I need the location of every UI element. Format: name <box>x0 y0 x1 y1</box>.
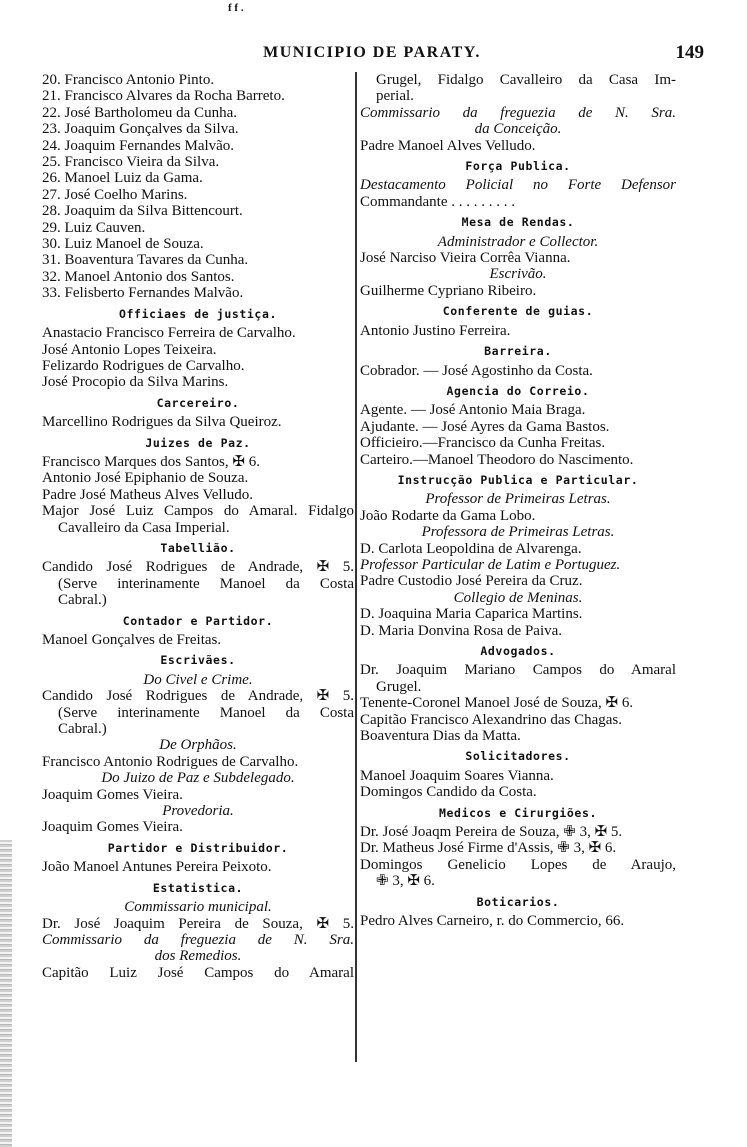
entry-line: Antonio Justino Ferreira. <box>360 322 511 339</box>
entry-line: Carteiro.—Manoel Theodoro do Nascimento. <box>360 451 634 468</box>
section-heading: Estatistica. <box>152 880 244 895</box>
section-heading: Officiaes de justiça. <box>119 306 277 321</box>
entry-line: Cobrador. — José Agostinho da Costa. <box>360 362 593 379</box>
subsection-heading: Commissario da freguezia de N. Sra. <box>360 104 676 121</box>
subsection-heading: Commissario municipal. <box>124 899 272 916</box>
subsection-heading: Commissario da freguezia de N. Sra. <box>42 931 354 948</box>
entry-line: 32. Manoel Antonio dos Santos. <box>42 268 235 285</box>
entry-line: Dr. Matheus José Firme d'Assis, ✙ 3, ✠ 6. <box>360 840 617 857</box>
entry-line: José Procopio da Silva Marins. <box>42 374 229 391</box>
entry-line: D. Carlota Leopoldina de Alvarenga. <box>360 540 582 557</box>
entry-line: 29. Luiz Cauven. <box>42 219 146 236</box>
section-heading: Conferente de guias. <box>442 304 594 319</box>
entry-line: Felizardo Rodrigues de Carvalho. <box>42 357 245 374</box>
entry-line: 26. Manoel Luiz da Gama. <box>42 170 203 187</box>
entry-line: 27. José Coelho Marins. <box>42 186 188 203</box>
subsection-heading: Destacamento Policial no Forte Defensor <box>360 177 676 194</box>
section-heading: Juizes de Paz. <box>145 435 251 450</box>
entry-line: Candido José Rodrigues de Andrade, ✠ 5. <box>42 688 354 705</box>
subsection-heading: dos Remedios. <box>154 948 242 965</box>
entry-line: (Serve interinamente Manoel da Costa <box>58 704 354 721</box>
entry-line: Pedro Alves Carneiro, r. do Commercio, 66. <box>360 913 625 930</box>
entry-line: 25. Francisco Vieira da Silva. <box>42 154 220 171</box>
entry-line: D. Joaquina Maria Caparica Martins. <box>360 606 583 623</box>
entry-line: 20. Francisco Antonio Pinto. <box>42 72 215 88</box>
entry-line: Cabral.) <box>58 721 107 738</box>
column-divider <box>355 72 357 1062</box>
entry-line: José Antonio Lopes Teixeira. <box>42 341 217 358</box>
section-heading: Boticarios. <box>476 894 560 909</box>
section-heading: Tabellião. <box>160 540 236 555</box>
entry-line: Antonio José Epiphanio de Souza. <box>42 470 249 487</box>
subsection-heading: Administrador e Collector. <box>437 233 599 250</box>
entry-line: perial. <box>376 88 414 105</box>
entry-line: Manoel Joaquim Soares Vianna. <box>360 767 554 784</box>
entry-line: (Serve interinamente Manoel da Costa <box>58 575 354 592</box>
subsection-heading: Professor de Primeiras Letras. <box>425 491 611 508</box>
entry-line: Agente. — José Antonio Maia Braga. <box>360 402 586 419</box>
entry-line: D. Maria Donvina Rosa de Paiva. <box>360 622 563 639</box>
entry-line: Ajudante. — José Ayres da Gama Bastos. <box>360 418 610 435</box>
section-heading: Escrivães. <box>160 653 236 668</box>
entry-line: Candido José Rodrigues de Andrade, ✠ 5. <box>42 559 354 576</box>
section-heading: Medicos e Cirurgiões. <box>439 805 597 820</box>
entry-line: Dr. Joaquim Mariano Campos do Amaral <box>360 662 676 679</box>
section-heading: Contador e Partidor. <box>122 613 274 628</box>
section-heading: Força Publica. <box>465 159 571 174</box>
entry-line: Cabral.) <box>58 592 107 609</box>
entry-line: Joaquim Gomes Vieira. <box>42 819 183 836</box>
entry-line: João Manoel Antunes Pereira Peixoto. <box>42 859 272 876</box>
entry-line: Dr. José Joaquim Pereira de Souza, ✠ 5. <box>42 915 354 932</box>
section-heading: Solicitadores. <box>465 749 571 764</box>
subsection-heading: Do Civel e Crime. <box>143 671 253 688</box>
entry-line: Boaventura Dias da Matta. <box>360 728 521 745</box>
entry-line: João Rodarte da Gama Lobo. <box>360 507 536 524</box>
entry-line: Cavalleiro da Casa Imperial. <box>58 519 230 536</box>
entry-line: 24. Joaquim Fernandes Malvão. <box>42 137 235 154</box>
entry-line: Domingos Candido da Costa. <box>360 784 537 801</box>
section-heading: Instrucção Publica e Particular. <box>397 472 639 487</box>
right-column <box>360 72 676 930</box>
section-heading: Partidor e Distribuidor. <box>107 840 289 855</box>
page-header <box>40 44 704 66</box>
entry-line: Capitão Luiz José Campos do Amaral <box>42 964 354 981</box>
printer-mark: f f . <box>228 2 244 14</box>
entry-line: ✙ 3, ✠ 6. <box>376 873 435 890</box>
page-number: 149 <box>675 42 704 63</box>
entry-line: Padre Manoel Alves Velludo. <box>360 137 536 154</box>
entry-line: Dr. José Joaqm Pereira de Souza, ✙ 3, ✠ 5. <box>360 824 623 841</box>
section-heading: Barreira. <box>484 344 552 359</box>
entry-line: 22. José Bartholomeu da Cunha. <box>42 104 237 121</box>
section-heading: Carcereiro. <box>156 395 240 410</box>
entry-line: Anastacio Francisco Ferreira de Carvalho. <box>42 325 296 342</box>
subsection-heading: Professor Particular de Latim e Portuguez. <box>360 556 621 573</box>
entry-line: José Narciso Vieira Corrêa Vianna. <box>360 250 571 267</box>
page-title: MUNICIPIO DE PARATY. <box>263 44 481 61</box>
entry-line: Capitão Francisco Alexandrino das Chagas. <box>360 711 623 728</box>
subsection-heading: De Orphãos. <box>159 737 237 754</box>
subsection-heading: Do Juizo de Paz e Subdelegado. <box>101 770 295 787</box>
entry-line: Officieiro.—Francisco da Cunha Freitas. <box>360 435 606 452</box>
subsection-heading: Professora de Primeiras Letras. <box>421 524 615 541</box>
entry-line: Marcellino Rodrigues da Silva Queiroz. <box>42 414 282 431</box>
entry-line: Domingos Genelicio Lopes de Araujo, <box>360 856 676 873</box>
entry-line: Grugel, Fidalgo Cavalleiro da Casa Im- <box>376 72 676 88</box>
subsection-heading: Collegio de Meninas. <box>453 589 583 606</box>
entry-line: Joaquim Gomes Vieira. <box>42 786 183 803</box>
entry-line: Francisco Antonio Rodrigues de Carvalho. <box>42 753 299 770</box>
entry-line: 23. Joaquim Gonçalves da Silva. <box>42 121 239 138</box>
entry-line: 33. Felisberto Fernandes Malvão. <box>42 285 244 302</box>
left-column <box>42 72 354 981</box>
entry-line: Padre Custodio José Pereira da Cruz. <box>360 573 583 590</box>
entry-line: 30. Luiz Manoel de Souza. <box>42 236 204 253</box>
scan-edge <box>0 840 12 1147</box>
entry-line: Padre José Matheus Alves Velludo. <box>42 486 253 503</box>
subsection-heading: da Conceição. <box>474 121 562 138</box>
entry-line: Grugel. <box>376 678 422 695</box>
entry-line: Guilherme Cypriano Ribeiro. <box>360 282 537 299</box>
subsection-heading: Provedoria. <box>162 803 234 820</box>
section-heading: Agencia do Correio. <box>446 383 590 398</box>
section-heading: Mesa de Rendas. <box>461 215 575 230</box>
entry-line: Manoel Gonçalves de Freitas. <box>42 632 222 648</box>
entry-line: Major José Luiz Campos do Amaral. Fidalgo <box>42 503 354 520</box>
entry-line: 21. Francisco Alvares da Rocha Barreto. <box>42 88 285 105</box>
section-heading: Advogados. <box>480 644 556 658</box>
entry-line: Tenente-Coronel Manoel José de Souza, ✠ 6. <box>360 695 634 712</box>
subsection-heading: Escrivão. <box>489 266 547 283</box>
entry-line: Francisco Marques dos Santos, ✠ 6. <box>42 453 260 470</box>
entry-line: Commandante . . . . . . . . . <box>360 193 515 210</box>
entry-line: 28. Joaquim da Silva Bittencourt. <box>42 203 243 220</box>
entry-line: 31. Boaventura Tavares da Cunha. <box>42 252 249 269</box>
